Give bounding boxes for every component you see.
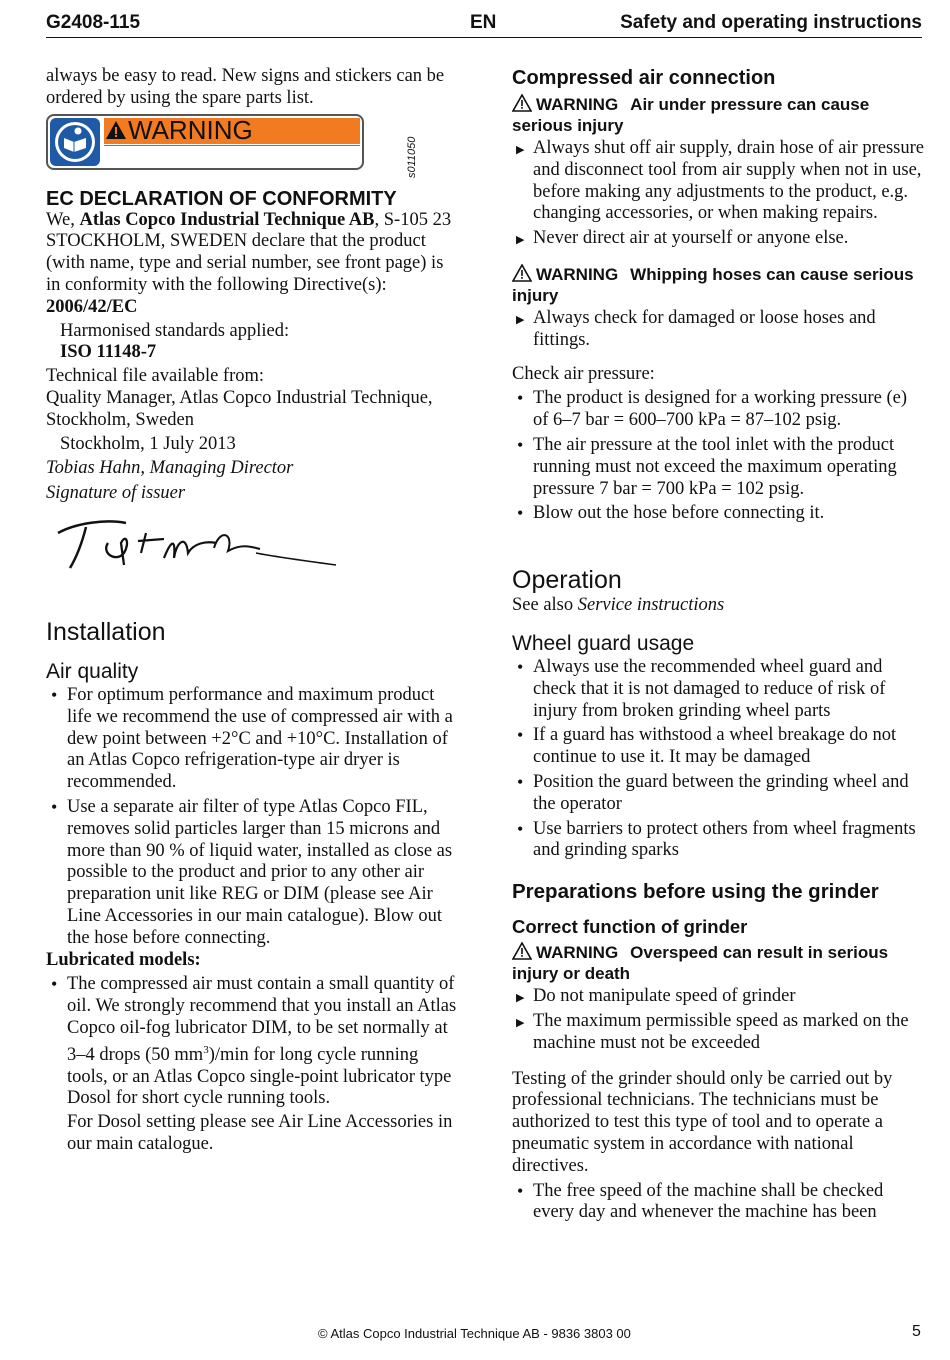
- place-date: Stockholm, 1 July 2013: [60, 433, 236, 454]
- quality-manager: Quality Manager, Atlas Copco Industrial Technique, Stockholm, Sweden: [46, 387, 433, 430]
- page-header: [46, 12, 922, 38]
- warning-1-item-1: Always shut off air supply, drain hose of air pressure and disconnect tool from air supply when not in use, before making any adjustments to the product, e.g. changing accessories, or when making repairs.: [533, 138, 924, 224]
- pressure-item-1: The product is designed for a working pressure (e) of 6–7 bar = 600–700 kPa = 87–102 psig.: [533, 388, 907, 431]
- doc-code: G2408-115: [46, 12, 141, 33]
- lubricated-item-1: [67, 974, 456, 1108]
- pressure-item-3: Blow out the hose before connecting it.: [533, 503, 825, 524]
- pressure-item-2: The air pressure at the tool inlet with the product running must not exceed the maximum operating pressure 7 bar = 700 kPa = 102 psig.: [533, 434, 897, 499]
- intro-text: always be easy to read. New signs and stickers can be ordered by using the spare parts list.: [46, 66, 445, 108]
- lubricated-models-heading: Lubricated models:: [46, 949, 201, 970]
- directive: 2006/42/EC: [46, 296, 138, 317]
- signature-label: Signature of issuer: [46, 483, 186, 504]
- signature: [46, 513, 458, 593]
- wheel-guard-item-3: Position the guard between the grinding wheel and the operator: [533, 771, 909, 814]
- warning-triangle-icon: [512, 942, 532, 960]
- compressed-air-heading: Compressed air connection: [512, 67, 776, 89]
- warning-3-label: WARNING: [536, 943, 619, 963]
- list-item: • Use barriers to protect others from wheel fragments and grinding sparks: [517, 818, 916, 861]
- wheel-guard-heading: Wheel guard usage: [512, 631, 695, 655]
- check-pressure-label: Check air pressure:: [512, 363, 655, 384]
- list-item: • The product is designed for a working pressure (e) of 6–7 bar = 600–700 kPa = 87–102 psig.: [517, 388, 907, 431]
- page-number: 5: [912, 1323, 921, 1340]
- list-item: ▶ Always shut off air supply, drain hose of air pressure and disconnect tool from air supply when not in use, before making any adjustments to the product, e.g. changing accessories, or when making repairs.: [516, 138, 924, 224]
- warning-3-item-1: Do not manipulate speed of grinder: [533, 986, 796, 1007]
- lub-superscript: 3: [203, 1043, 209, 1056]
- list-item: • The compressed air must contain a small quantity of oil. We strongly recommend that you install an Atlas Copco oil-fog lubricator DIM, to be set normally at 3–4 drops (50 $mm^3)/\min$ for long cycle running tools, or an Atlas Copco single-point lubricator type Dosol for short cycle running tools.: [51, 974, 457, 1109]
- ec-declaration-text: [46, 210, 458, 297]
- warning-1-text: Air under pressure can cause serious injury: [512, 95, 870, 135]
- warning-3-text: Overspeed can result in serious injury or death: [512, 943, 889, 984]
- doc-title: Safety and operating instructions: [620, 12, 922, 33]
- list-item: ▶ Never direct air at yourself or anyone else.: [516, 228, 849, 249]
- warning-3: [512, 942, 924, 984]
- service-instructions-link: Service instructions: [577, 595, 725, 616]
- warning-triangle-icon: [512, 264, 532, 282]
- warning-triangle-icon: [105, 119, 127, 141]
- air-quality-item-2: Use a separate air filter of type Atlas Copco FIL, removes solid particles larger than 15 microns and more than 90 % of liquid water, installed as close as possible to the product and prior to any other air preparation unit like REG or DIM (please see Air Line Accessories in our main catalogue). Blow out the hose before connecting.: [67, 796, 453, 948]
- free-speed-item: The free speed of the machine shall be checked every day and whenever the machine has been: [533, 1180, 884, 1223]
- testing-paragraph: Testing of the grinder should only be carried out by professional technicians. The technicians must be authorized to test this type of tool and to operate a pneumatic system in accordance with national directives.: [512, 1068, 893, 1176]
- list-item: • If a guard has withstood a wheel breakage do not continue to use it. It may be damaged: [517, 725, 897, 768]
- signer: Tobias Hahn, Managing Director: [46, 458, 294, 479]
- language-code: EN: [470, 12, 497, 33]
- list-item: • Blow out the hose before connecting it.: [517, 503, 825, 524]
- iso-standard: ISO 11148-7: [60, 342, 157, 363]
- right-column: [512, 66, 924, 1224]
- warning-triangle-icon: [512, 94, 532, 112]
- list-item: ▶ The maximum permissible speed as marked on the machine must not be exceeded: [516, 1010, 909, 1053]
- installation-heading: Installation: [46, 617, 166, 646]
- correct-function-heading: Correct function of grinder: [512, 916, 748, 938]
- harmonised-label: Harmonised standards applied:: [60, 320, 290, 341]
- left-column: [46, 66, 458, 1156]
- copyright: © Atlas Copco Industrial Technique AB - 9836 3803 00: [318, 1326, 631, 1341]
- warning-1: [512, 94, 924, 136]
- warning-sticker: [46, 114, 364, 170]
- see-also: [512, 595, 924, 617]
- warning-2-label: WARNING: [536, 264, 619, 284]
- list-item: • The free speed of the machine shall be checked every day and whenever the machine has been: [517, 1180, 884, 1223]
- list-item: • Position the guard between the grinding wheel and the operator: [517, 771, 909, 814]
- operation-heading: Operation: [512, 566, 622, 595]
- sticker-divider: [104, 145, 360, 146]
- warning-1-label: WARNING: [536, 95, 619, 114]
- lub-text-b: )/min for long cycle running tools, or an Atlas Copco single-point lubricator type Dosol for short cycle running tools.: [67, 1044, 452, 1109]
- warning-2-text: Whipping hoses can cause serious injury: [512, 264, 914, 305]
- preparations-heading: Preparations before using the grinder: [512, 880, 879, 904]
- ec-company: Atlas Copco Industrial Technique AB: [79, 209, 375, 230]
- warning-sticker-area: [46, 114, 458, 178]
- ec-declaration-heading: EC DECLARATION OF CONFORMITY: [46, 187, 397, 210]
- list-item: ▶ Do not manipulate speed of grinder: [516, 986, 796, 1007]
- list-item: ▶ Always check for damaged or loose hoses and fittings.: [516, 307, 876, 350]
- air-quality-item-1: For optimum performance and maximum product life we recommend the use of compressed air with a dew point between +2°C and +10°C. Installation of an Atlas Copco refrigeration-type air dryer is recommended.: [67, 684, 453, 793]
- sticker-code: s011050: [406, 136, 418, 178]
- ec-rest: , S-105 23 STOCKHOLM, SWEDEN declare that the product (with name, type and serial number, see front page) is in conformity with the following Directive(s):: [46, 209, 452, 295]
- see-also-label: See also: [512, 595, 574, 616]
- warning-sticker-text: WARNING: [128, 114, 253, 145]
- read-manual-icon: [50, 118, 100, 166]
- warning-2-item-1: Always check for damaged or loose hoses and fittings.: [533, 307, 876, 350]
- list-item: • The air pressure at the tool inlet with the product running must not exceed the maximum operating pressure 7 bar = 700 kPa = 102 psig.: [517, 434, 897, 499]
- wheel-guard-item-1: Always use the recommended wheel guard and check that it is not damaged to reduce of risk of injury from broken grinding wheel parts: [533, 656, 886, 721]
- list-item: • Use a separate air filter of type Atlas Copco FIL, removes solid particles larger than 15 microns and more than 90 % of liquid water, installed as close as possible to the product and prior to any other air preparation unit like REG or DIM (please see Air Line Accessories in our main catalogue). Blow out the hose before connecting.: [51, 796, 453, 948]
- list-item: • Always use the recommended wheel guard and check that it is not damaged to reduce of risk of injury from broken grinding wheel parts: [517, 656, 886, 721]
- warning-1-item-2: Never direct air at yourself or anyone else.: [533, 228, 849, 249]
- air-quality-heading: Air quality: [46, 659, 139, 683]
- technical-file-label: Technical file available from:: [46, 366, 265, 387]
- warning-3-item-2: The maximum permissible speed as marked on the machine must not be exceeded: [533, 1010, 909, 1053]
- lub-text-a: The compressed air must contain a small quantity of oil. We strongly recommend that you install an Atlas Copco oil-fog lubricator DIM, to be set normally at 3–4 drops (50 mm: [67, 974, 457, 1065]
- dosol-note: For Dosol setting please see Air Line Accessories in our main catalogue.: [67, 1112, 453, 1155]
- ec-we: We,: [46, 209, 75, 230]
- wheel-guard-item-2: If a guard has withstood a wheel breakage do not continue to use it. It may be damaged: [533, 725, 897, 768]
- wheel-guard-item-4: Use barriers to protect others from wheel fragments and grinding sparks: [533, 818, 916, 861]
- warning-2: [512, 264, 924, 306]
- list-item: • For optimum performance and maximum product life we recommend the use of compressed air with a dew point between +2°C and +10°C. Installation of an Atlas Copco refrigeration-type air dryer is recommended.: [51, 684, 453, 793]
